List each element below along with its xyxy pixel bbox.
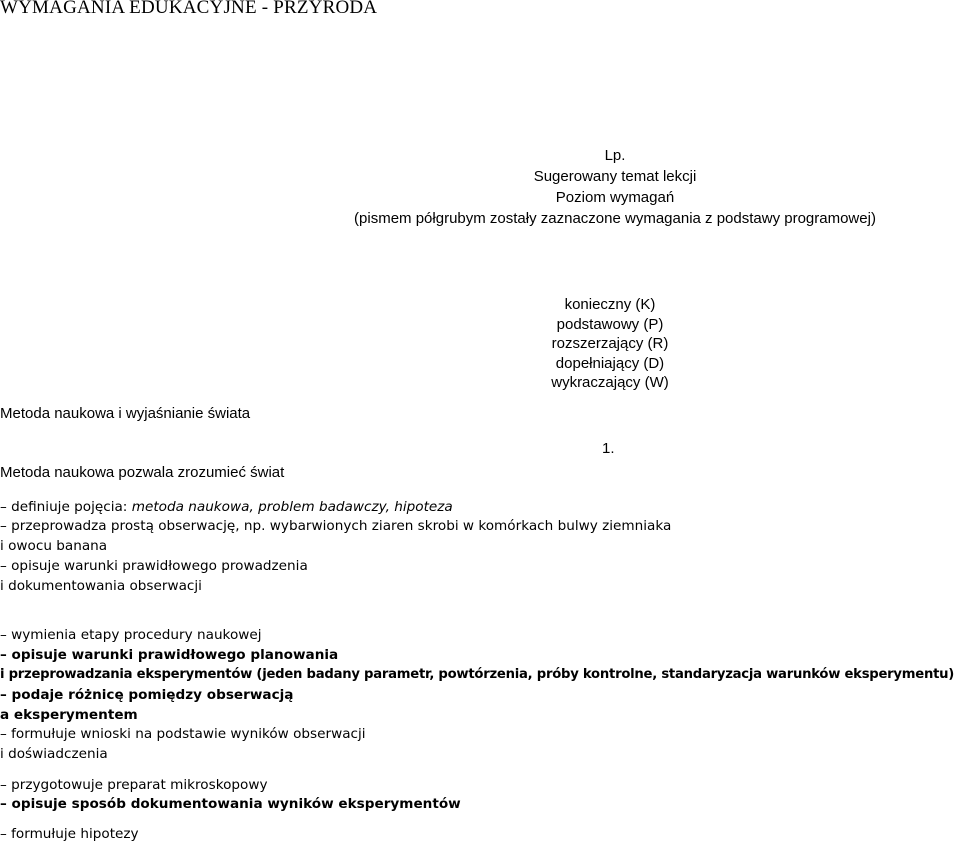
header-topic: Sugerowany temat lekcji [533,168,697,185]
requirement-item: – wymienia etapy procedury naukowej [0,627,262,643]
level-item: rozszerzający (R) [551,335,669,352]
requirement-item-core-cont: a eksperymentem [0,707,138,723]
requirement-item-core: – opisuje warunki prawidłowego planowania [0,647,339,663]
requirement-item-cont: i doświadczenia [0,746,108,762]
level-item: podstawowy (P) [556,315,664,333]
header-note: (pismem półgrubym zostały zaznaczone wymagania z podstawy programowej) [354,210,876,227]
requirement-item: – przygotowuje preparat mikroskopowy [0,777,268,793]
requirement-item: – formułuje hipotezy [0,826,139,842]
table-header [270,145,960,229]
level-item: wykraczający (W) [551,374,669,391]
requirement-item: – formułuje wnioski na podstawie wyników obserwacji [0,726,366,742]
requirement-item-core: – podaje różnicę pomiędzy obserwacją [0,687,294,703]
lesson-number: 1. [602,440,615,457]
requirement-item-cont: i owocu banana [0,538,108,554]
requirement-item-core-cont: i przeprowadzania eksperymentów (jeden badany parametr, powtórzenia, próby kontrolne, standaryzacja warunków eksperymentu) [0,667,955,682]
requirement-item: – przeprowadza prostą obserwację, np. wybarwionych ziaren skrobi w komórkach bulwy ziemniaka [0,518,672,534]
level-item: konieczny (K) [564,296,656,313]
header-lp: Lp. [604,147,626,164]
levels-list [450,295,770,393]
requirement-terms: metoda naukowa, problem badawczy, hipoteza [131,499,453,515]
section-title: Metoda naukowa i wyjaśnianie świata [0,405,251,422]
header-level: Poziom wymagań [555,189,675,206]
document-title: WYMAGANIA EDUKACYJNE - PRZYRODA [0,0,378,18]
requirement-item-core: – opisuje sposób dokumentowania wyników eksperymentów [0,796,461,812]
requirement-text: – definiuje pojęcia: [0,499,132,515]
requirement-item-core: – opisuje warunki prawidłowego prowadzenia [0,558,308,574]
level-item: dopełniający (D) [555,354,665,372]
lesson-topic: Metoda naukowa pozwala zrozumieć świat [0,464,285,481]
requirement-item [0,497,453,517]
requirement-item-core-cont: i dokumentowania obserwacji [0,578,202,594]
